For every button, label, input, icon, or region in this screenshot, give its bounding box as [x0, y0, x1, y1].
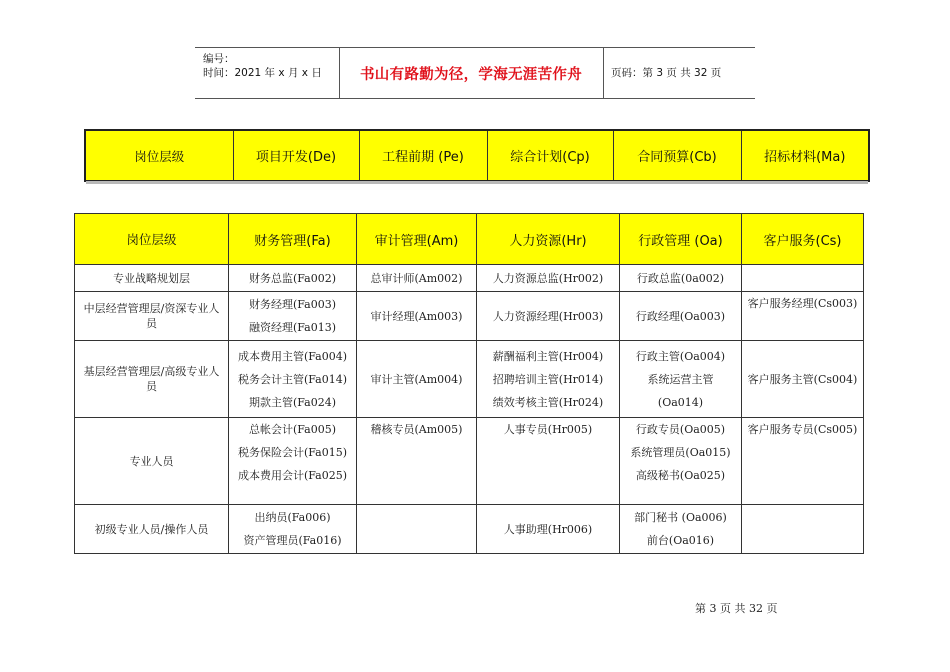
- header-cell: 合同预算(Cb): [613, 130, 741, 181]
- position-entry: 客户服务专员(Cs005): [747, 423, 858, 436]
- table-row: [75, 418, 864, 505]
- position-entry: 人力资源总监(Hr002): [492, 271, 604, 285]
- position-entry: 客户服务主管(Cs004): [747, 372, 858, 386]
- cs-cell: [742, 418, 864, 505]
- position-entry: 财务总监(Fa002): [248, 271, 337, 285]
- position-entry: 行政主管(Oa004): [635, 349, 726, 363]
- position-entry: 部门秘书 (Oa006): [634, 511, 727, 524]
- header-info-cell: [195, 48, 340, 98]
- page-header: [195, 47, 755, 99]
- position-entry: 税务会计主管(Fa014): [237, 372, 348, 386]
- cs-cell: [742, 292, 864, 341]
- oa-cell: [620, 505, 742, 554]
- position-entry: 出纳员(Fa006): [254, 511, 331, 524]
- header-cell: 综合计划(Cp): [487, 130, 613, 181]
- position-entry: 人事专员(Hr005): [503, 423, 593, 436]
- hr-cell: [477, 505, 620, 554]
- position-entry: 税务保险会计(Fa015): [237, 446, 348, 459]
- page-code: 页码：第 3 页 共 32 页: [611, 67, 722, 79]
- position-entry: 总帐会计(Fa005): [248, 423, 337, 436]
- oa-cell: [620, 418, 742, 505]
- position-entry: 薪酬福利主管(Hr004): [492, 349, 604, 363]
- table-header-row: [75, 214, 864, 265]
- header-cell: 工程前期 (Pe): [359, 130, 487, 181]
- position-entry: 稽核专员(Am005): [370, 423, 463, 436]
- position-entry: 融资经理(Fa013): [248, 321, 337, 334]
- position-entry: 系统管理员(Oa015): [630, 446, 731, 459]
- header-cell: 岗位层级: [85, 130, 233, 181]
- level-cell: 专业战略规划层: [75, 265, 229, 292]
- job-level-table-top: [84, 129, 870, 182]
- code-label: 编号：: [203, 53, 235, 65]
- position-entry: 行政专员(Oa005): [635, 423, 726, 436]
- table-row: [75, 265, 864, 292]
- header-cell: 招标材料(Ma): [741, 130, 869, 181]
- fa-cell: [229, 418, 357, 505]
- header-cell: 项目开发(De): [233, 130, 359, 181]
- hr-cell: [477, 292, 620, 341]
- fa-cell: [229, 292, 357, 341]
- position-entry: 财务经理(Fa003): [248, 298, 337, 311]
- header-cell: 客户服务(Cs): [742, 214, 864, 265]
- position-entry: 招聘培训主管(Hr014): [492, 372, 604, 386]
- level-cell: 中层经营管理层/资深专业人员: [75, 292, 229, 341]
- position-entry: 成本费用主管(Fa004): [237, 349, 348, 363]
- position-entry: (Oa014): [657, 395, 704, 409]
- motto-cell: [340, 48, 602, 98]
- cs-cell: [742, 265, 864, 292]
- position-entry: 行政总监(0a002): [636, 271, 725, 285]
- am-cell: [357, 292, 477, 341]
- fa-cell: [229, 341, 357, 418]
- table-header-row: [85, 130, 869, 181]
- oa-cell: [620, 292, 742, 341]
- position-entry: 人力资源经理(Hr003): [492, 309, 604, 323]
- level-cell: 基层经营管理层/高级专业人员: [75, 341, 229, 418]
- am-cell: [357, 505, 477, 554]
- am-cell: [357, 265, 477, 292]
- position-entry: 系统运营主管: [647, 372, 714, 386]
- page-footer: 第 3 页 共 32 页: [695, 602, 778, 615]
- job-level-table-main: [74, 213, 864, 554]
- hr-cell: [477, 341, 620, 418]
- level-cell: 专业人员: [75, 418, 229, 505]
- position-entry: 客户服务经理(Cs003): [747, 297, 858, 310]
- header-cell: 审计管理(Am): [357, 214, 477, 265]
- motto-text: 书山有路勤为径，学海无涯苦作舟: [360, 65, 582, 83]
- table-row: [75, 505, 864, 554]
- position-entry: 期款主管(Fa024): [248, 395, 337, 409]
- cs-cell: [742, 505, 864, 554]
- cs-cell: [742, 341, 864, 418]
- header-cell: 岗位层级: [75, 214, 229, 265]
- position-entry: 人事助理(Hr006): [503, 522, 593, 536]
- position-entry: 审计主管(Am004): [370, 372, 463, 386]
- header-cell: 人力资源(Hr): [477, 214, 620, 265]
- hr-cell: [477, 418, 620, 505]
- position-entry: 前台(Oa016): [646, 534, 715, 547]
- level-cell: 初级专业人员/操作人员: [75, 505, 229, 554]
- time-label: 时间：2021 年 x 月 x 日: [203, 67, 322, 79]
- hr-cell: [477, 265, 620, 292]
- position-entry: 资产管理员(Fa016): [243, 534, 342, 547]
- position-entry: 高级秘书(Oa025): [635, 469, 726, 482]
- fa-cell: [229, 265, 357, 292]
- position-entry: 审计经理(Am003): [370, 309, 463, 323]
- oa-cell: [620, 265, 742, 292]
- table-row: [75, 292, 864, 341]
- table-row: [75, 341, 864, 418]
- position-entry: 成本费用会计(Fa025): [237, 469, 348, 482]
- header-cell: 财务管理(Fa): [229, 214, 357, 265]
- am-cell: [357, 341, 477, 418]
- position-entry: 总审计师(Am002): [370, 271, 463, 285]
- table-shadow: [86, 181, 868, 184]
- page-code-cell: [603, 48, 756, 98]
- am-cell: [357, 418, 477, 505]
- oa-cell: [620, 341, 742, 418]
- fa-cell: [229, 505, 357, 554]
- position-entry: 行政经理(Oa003): [635, 309, 726, 323]
- position-entry: 绩效考核主管(Hr024): [492, 395, 604, 409]
- header-cell: 行政管理 (Oa): [620, 214, 742, 265]
